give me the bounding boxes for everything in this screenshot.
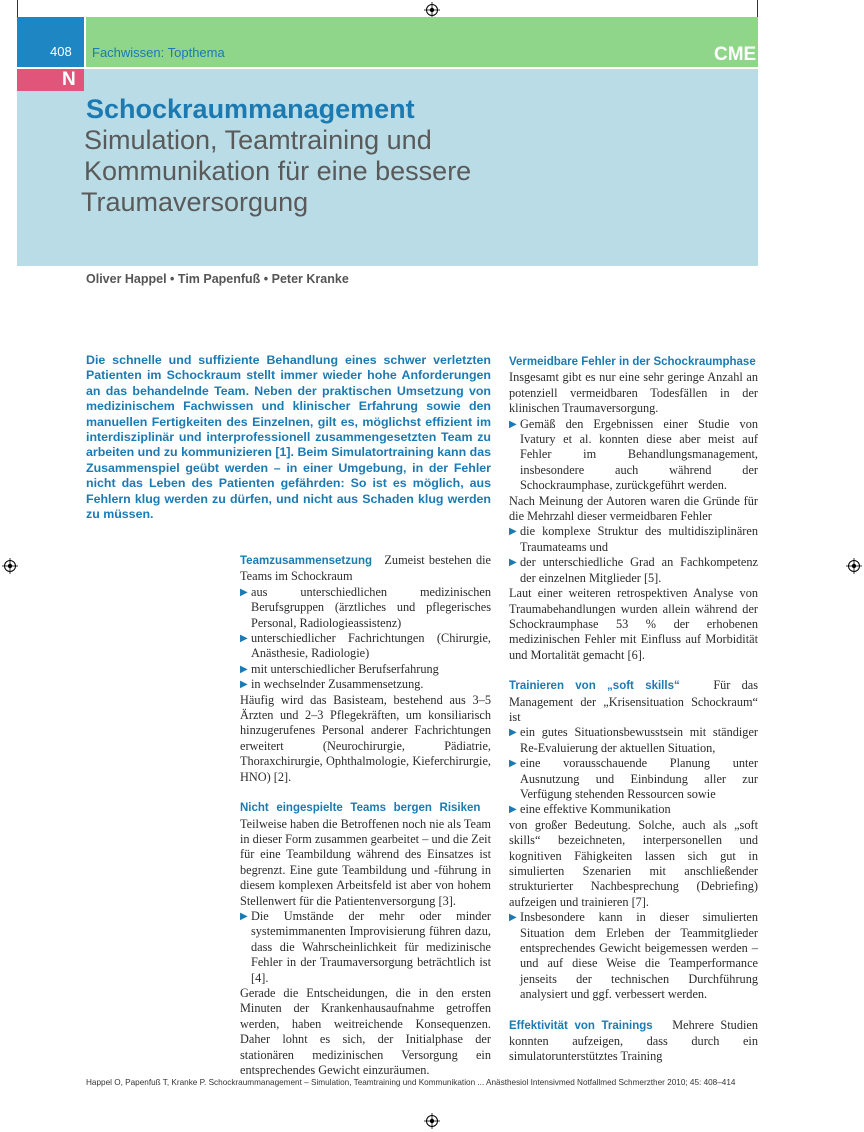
paragraph: Gerade die Entscheidungen, die in den ersten Minuten der Krankenhausaufnahme getroffen werden, haben weitreichende Konsequenzen. Daher lohnt es sich, der Initialphase der stationären medizinischen Versorgung ein entsprechendes Gewicht einzuräumen. — [240, 985, 491, 1077]
registration-mark-icon — [424, 2, 440, 18]
paragraph — [240, 800, 491, 909]
list-item — [509, 555, 758, 586]
list-item-text: in wechselnder Zusammensetzung. — [251, 677, 424, 692]
body-column-middle — [240, 553, 491, 1078]
list-item-text: Insbesondere kann in dieser simulierten Situation dem Erleben der Teammitglieder entsprechendes Gewicht beigemessen werden – und auf diese Weise die Teamperformance jenseits der technischen Durchführung analysiert und ggf. verbessert werden. — [520, 910, 758, 1002]
registration-mark-icon — [846, 558, 862, 574]
list-item-text: Gemäß den Ergebnissen einer Studie von Ivatury et al. konnten diese aber meist auf Fehler im Behandlungsmanagement, insbesondere auch während der Schockraumphase, zurückgeführt werden. — [520, 416, 758, 493]
list-item — [509, 725, 758, 756]
paragraph — [509, 1018, 758, 1065]
article-subtitle — [81, 125, 472, 218]
paragraph-text: Für das Management der „Krisensituation Schockraum“ ist — [509, 678, 758, 724]
list-item — [240, 585, 491, 631]
paragraph-text: Mehrere Studien konnten aufzeigen, dass durch ein simulatorunterstütztes Training — [509, 1017, 758, 1064]
list-item — [240, 662, 491, 677]
section-heading: Effektivität von Trainings — [509, 1019, 653, 1032]
citation-footer: Happel O, Papenfuß T, Kranke P. Schockraummanagement – Simulation, Teamtraining und Kommunikation ... Anästhesiol Intensivmed Notfallmed Schmerzther 2010; 45: 408–414 — [86, 1078, 736, 1087]
paragraph: von großer Bedeutung. Solche, auch als „soft skills“ bezeichneten, interpersonellen und kognitiven Fähigkeiten lassen sich gut in simulierten Szenarien mit anschließender strukturierter Nachbesprechung (Debriefing) aufzeigen und trainieren [7]. — [509, 817, 758, 909]
author-list: Oliver Happel • Tim Papenfuß • Peter Kranke — [86, 272, 349, 286]
list-item-text: der unterschiedliche Grad an Fachkompetenz der einzelnen Mitglieder [5]. — [520, 555, 758, 585]
bullet-triangle-icon: ▶ — [509, 804, 517, 816]
paragraph: Häufig wird das Basisteam, bestehend aus 3–5 Ärzten und 2–3 Pflegekräften, um konsiliarisch hinzugerufenes Personal anderer Fachrichtungen erweitert (Neurochirurgie, Pädiatrie, Thoraxchirurgie, Ophthalmologie, Kieferchirurgie, HNO) [2]. — [240, 692, 491, 784]
abstract: Die schnelle und suffiziente Behandlung eines schwer verletzten Patienten im Schockraum stellt immer wieder hohe Anforderungen an das behandelnde Team. Neben der praktischen Umsetzung von medizinischem Fachwissen und klinischer Erfahrung sowie den manuellen Fertigkeiten des Einzelnen, gilt es, möglichst effizient im interdisziplinär und interprofessionell zusammengesetzten Team zu arbeiten und zu kommunizieren [1]. Beim Simulatortraining kann das Zusammenspiel geübt werden – in einer Umgebung, in der Fehler nicht das Leben des Patienten gefährden: So ist es möglich, aus Fehlern klug werden zu dürfen, und nicht aus Schaden klug werden zu müssen. — [86, 353, 491, 522]
paragraph: Nach Meinung der Autoren waren die Gründe für die Mehrzahl dieser vermeidbaren Fehler — [509, 493, 758, 524]
list-item — [240, 631, 491, 662]
bullet-triangle-icon: ▶ — [509, 526, 517, 538]
paragraph-text: Teilweise haben die Betroffenen noch nie als Team in dieser Form zusammen gearbeitet – und die Zeit für eine Teambildung während des Einsatzes ist begrenzt. Eine gute Teambildung und -führung in diesem komplexen Arbeitsfeld ist aber von hohem Stellenwert für die Patientenversorgung [3]. — [240, 816, 491, 908]
section-heading: Teamzusammensetzung — [240, 555, 373, 567]
bullet-triangle-icon: ▶ — [240, 663, 248, 675]
category-marker: N — [62, 69, 76, 90]
list-item-text: mit unterschiedlicher Berufserfahrung — [251, 661, 439, 676]
paragraph: Laut einer weiteren retrospektiven Analyse von Traumabehandlungen wurden allein während der Schockraumphase 53 % der erhobenen medizinischen Fehler mit Einfluss auf Morbidität und Mortalität gemacht [6]. — [509, 586, 758, 662]
list-item — [509, 417, 758, 494]
list-item — [509, 524, 758, 555]
list-item-text: Die Umstände der mehr oder minder systemimmanenten Improvisierung führen dazu, dass die Wahrscheinlichkeit für medizinische Fehler in der Traumaversorgung beträchtlich ist [4]. — [251, 908, 491, 985]
list-item-text: aus unterschiedlichen medizinischen Berufsgruppen (ärztliches und pflegerisches Personal, Radiologieassistenz) — [251, 584, 491, 630]
bullet-triangle-icon: ▶ — [509, 557, 517, 569]
list-item-text: eine effektive Kommunikation — [520, 802, 671, 817]
bullet-triangle-icon: ▶ — [509, 758, 517, 770]
subtitle-line: Kommunikation für eine bessere — [84, 156, 472, 186]
paragraph-text: Zumeist bestehen die Teams im Schockraum — [240, 553, 491, 584]
list-item — [240, 677, 491, 692]
section-label: Fachwissen: Topthema — [92, 45, 225, 60]
paragraph — [509, 354, 758, 370]
list-item — [509, 756, 758, 802]
body-column-right — [509, 354, 758, 1065]
crop-line-right — [757, 0, 758, 18]
registration-mark-icon — [424, 1113, 440, 1129]
article-title: Schockraummanagement — [86, 94, 415, 124]
list-item — [240, 909, 491, 986]
registration-mark-icon — [2, 558, 18, 574]
list-item — [509, 802, 758, 817]
subtitle-line: Simulation, Teamtraining und — [84, 125, 432, 155]
section-heading: Trainieren von „soft skills“ — [509, 680, 680, 693]
bullet-triangle-icon: ▶ — [509, 727, 517, 739]
bullet-triangle-icon: ▶ — [240, 910, 248, 922]
list-item-text: unterschiedlicher Fachrichtungen (Chirurgie, Anästhesie, Radiologie) — [251, 631, 491, 661]
paragraph — [509, 678, 758, 725]
section-heading: Vermeidbare Fehler in der Schockraumphase — [509, 356, 756, 368]
cme-badge: CME — [714, 44, 757, 65]
subtitle-line: Traumaversorgung — [81, 187, 309, 217]
paragraph: Insgesamt gibt es nur eine sehr geringe Anzahl an potenziell vermeidbaren Todesfällen in der klinischen Traumaversorgung. — [509, 370, 758, 416]
crop-line-left — [17, 0, 18, 18]
list-item-text: die komplexe Struktur des multidisziplinären Traumateams und — [520, 524, 758, 554]
paragraph — [240, 553, 491, 585]
page-number: 408 — [50, 44, 72, 59]
list-item-text: eine vorausschauende Planung unter Ausnutzung und Einbindung aller zur Verfügung stehenden Ressourcen sowie — [520, 756, 758, 801]
bullet-triangle-icon: ▶ — [240, 586, 248, 598]
section-heading: Nicht eingespielte Teams bergen Risiken — [240, 802, 481, 815]
bullet-triangle-icon: ▶ — [240, 679, 248, 691]
page-number-box — [17, 17, 84, 67]
list-item — [509, 910, 758, 1002]
bullet-triangle-icon: ▶ — [509, 912, 517, 924]
bullet-triangle-icon: ▶ — [509, 418, 517, 430]
bullet-triangle-icon: ▶ — [240, 633, 248, 645]
list-item-text: ein gutes Situationsbewusstsein mit ständiger Re-Evaluierung der aktuellen Situation, — [520, 725, 758, 755]
